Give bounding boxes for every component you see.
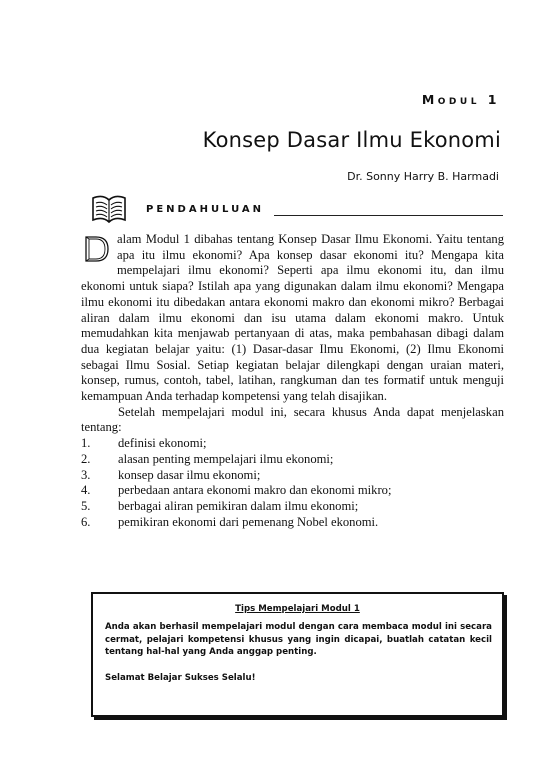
list-number: 5.: [81, 498, 91, 513]
section-heading: PENDAHULUAN: [146, 204, 264, 215]
section-heading-row: [91, 194, 504, 224]
page-title: Konsep Dasar Ilmu Ekonomi: [202, 128, 501, 152]
list-text: definisi ekonomi;: [118, 436, 207, 451]
tips-closing: Selamat Belajar Sukses Selalu!: [105, 673, 256, 683]
module-label: Modul 1: [421, 92, 500, 107]
objectives-list: [81, 436, 504, 530]
list-text: pemikiran ekonomi dari pemenang Nobel ekonomi.: [118, 514, 379, 529]
list-text: perbedaan antara ekonomi makro dan ekonomi mikro;: [118, 483, 392, 498]
list-text: berbagai aliran pemikiran dalam ilmu ekonomi;: [118, 498, 359, 513]
list-number: 3.: [81, 467, 91, 482]
list-item: [81, 452, 504, 468]
tips-body: Anda akan berhasil mempelajari modul dengan cara membaca modul ini secara cermat, pelajari kompetensi khusus yang ingin dicapai, buatlah catatan kecil tentang hal-hal yang Anda anggap penting.: [105, 622, 492, 658]
drop-cap: [83, 234, 111, 264]
body-text: [81, 232, 504, 530]
heading-rule: [274, 215, 503, 216]
paragraph-1: alam Modul 1 dibahas tentang Konsep Dasar Ilmu Ekonomi. Yaitu tentang apa itu ilmu ekonomi? Apa konsep dasar ekonomi itu? Mengapa kita mempelajari ilmu ekonomi? Seperti apa ilmu ekonomi itu, dan ilmu ekonomi untuk siapa? Istilah apa yang digunakan dalam ilmu ekonomi? Mengapa ilmu ekonomi itu dibedakan antara ekonomi makro dan ekonomi mikro? Berbagai aliran dalam ilmu ekonomi dan isu utama dalam ekonomi makro. Untuk memudahkan kita menjawab pertanyaan di atas, maka pembahasan dibagi dalam dua kegiatan belajar yaitu: (1) Dasar-dasar Ilmu Ekonomi, (2) Ilmu Ekonomi sebagai Ilmu Sosial. Setiap kegiatan belajar dilengkapi dengan uraian materi, konsep, rumus, contoh, tabel, latihan, rangkuman dan tes formatif untuk menguji kemampuan Anda terhadap kompetensi yang telah disajikan.: [81, 232, 504, 404]
paragraph-2: Setelah mempelajari modul ini, secara khusus Anda dapat menjelaskan tentang:: [81, 404, 504, 435]
open-book-icon: [91, 194, 127, 224]
tips-title: Tips Mempelajari Modul 1: [235, 604, 360, 614]
tips-box: [91, 592, 504, 717]
list-item: [81, 499, 504, 515]
list-text: konsep dasar ilmu ekonomi;: [118, 467, 261, 482]
list-item: [81, 468, 504, 484]
list-text: alasan penting mempelajari ilmu ekonomi;: [118, 451, 334, 466]
list-number: 6.: [81, 514, 91, 529]
list-number: 4.: [81, 483, 91, 498]
list-number: 1.: [81, 436, 91, 451]
list-number: 2.: [81, 451, 91, 466]
author-name: Dr. Sonny Harry B. Harmadi: [347, 170, 499, 183]
list-item: [81, 483, 504, 499]
list-item: [81, 436, 504, 452]
list-item: [81, 515, 504, 531]
intro-paragraph: [81, 232, 504, 405]
